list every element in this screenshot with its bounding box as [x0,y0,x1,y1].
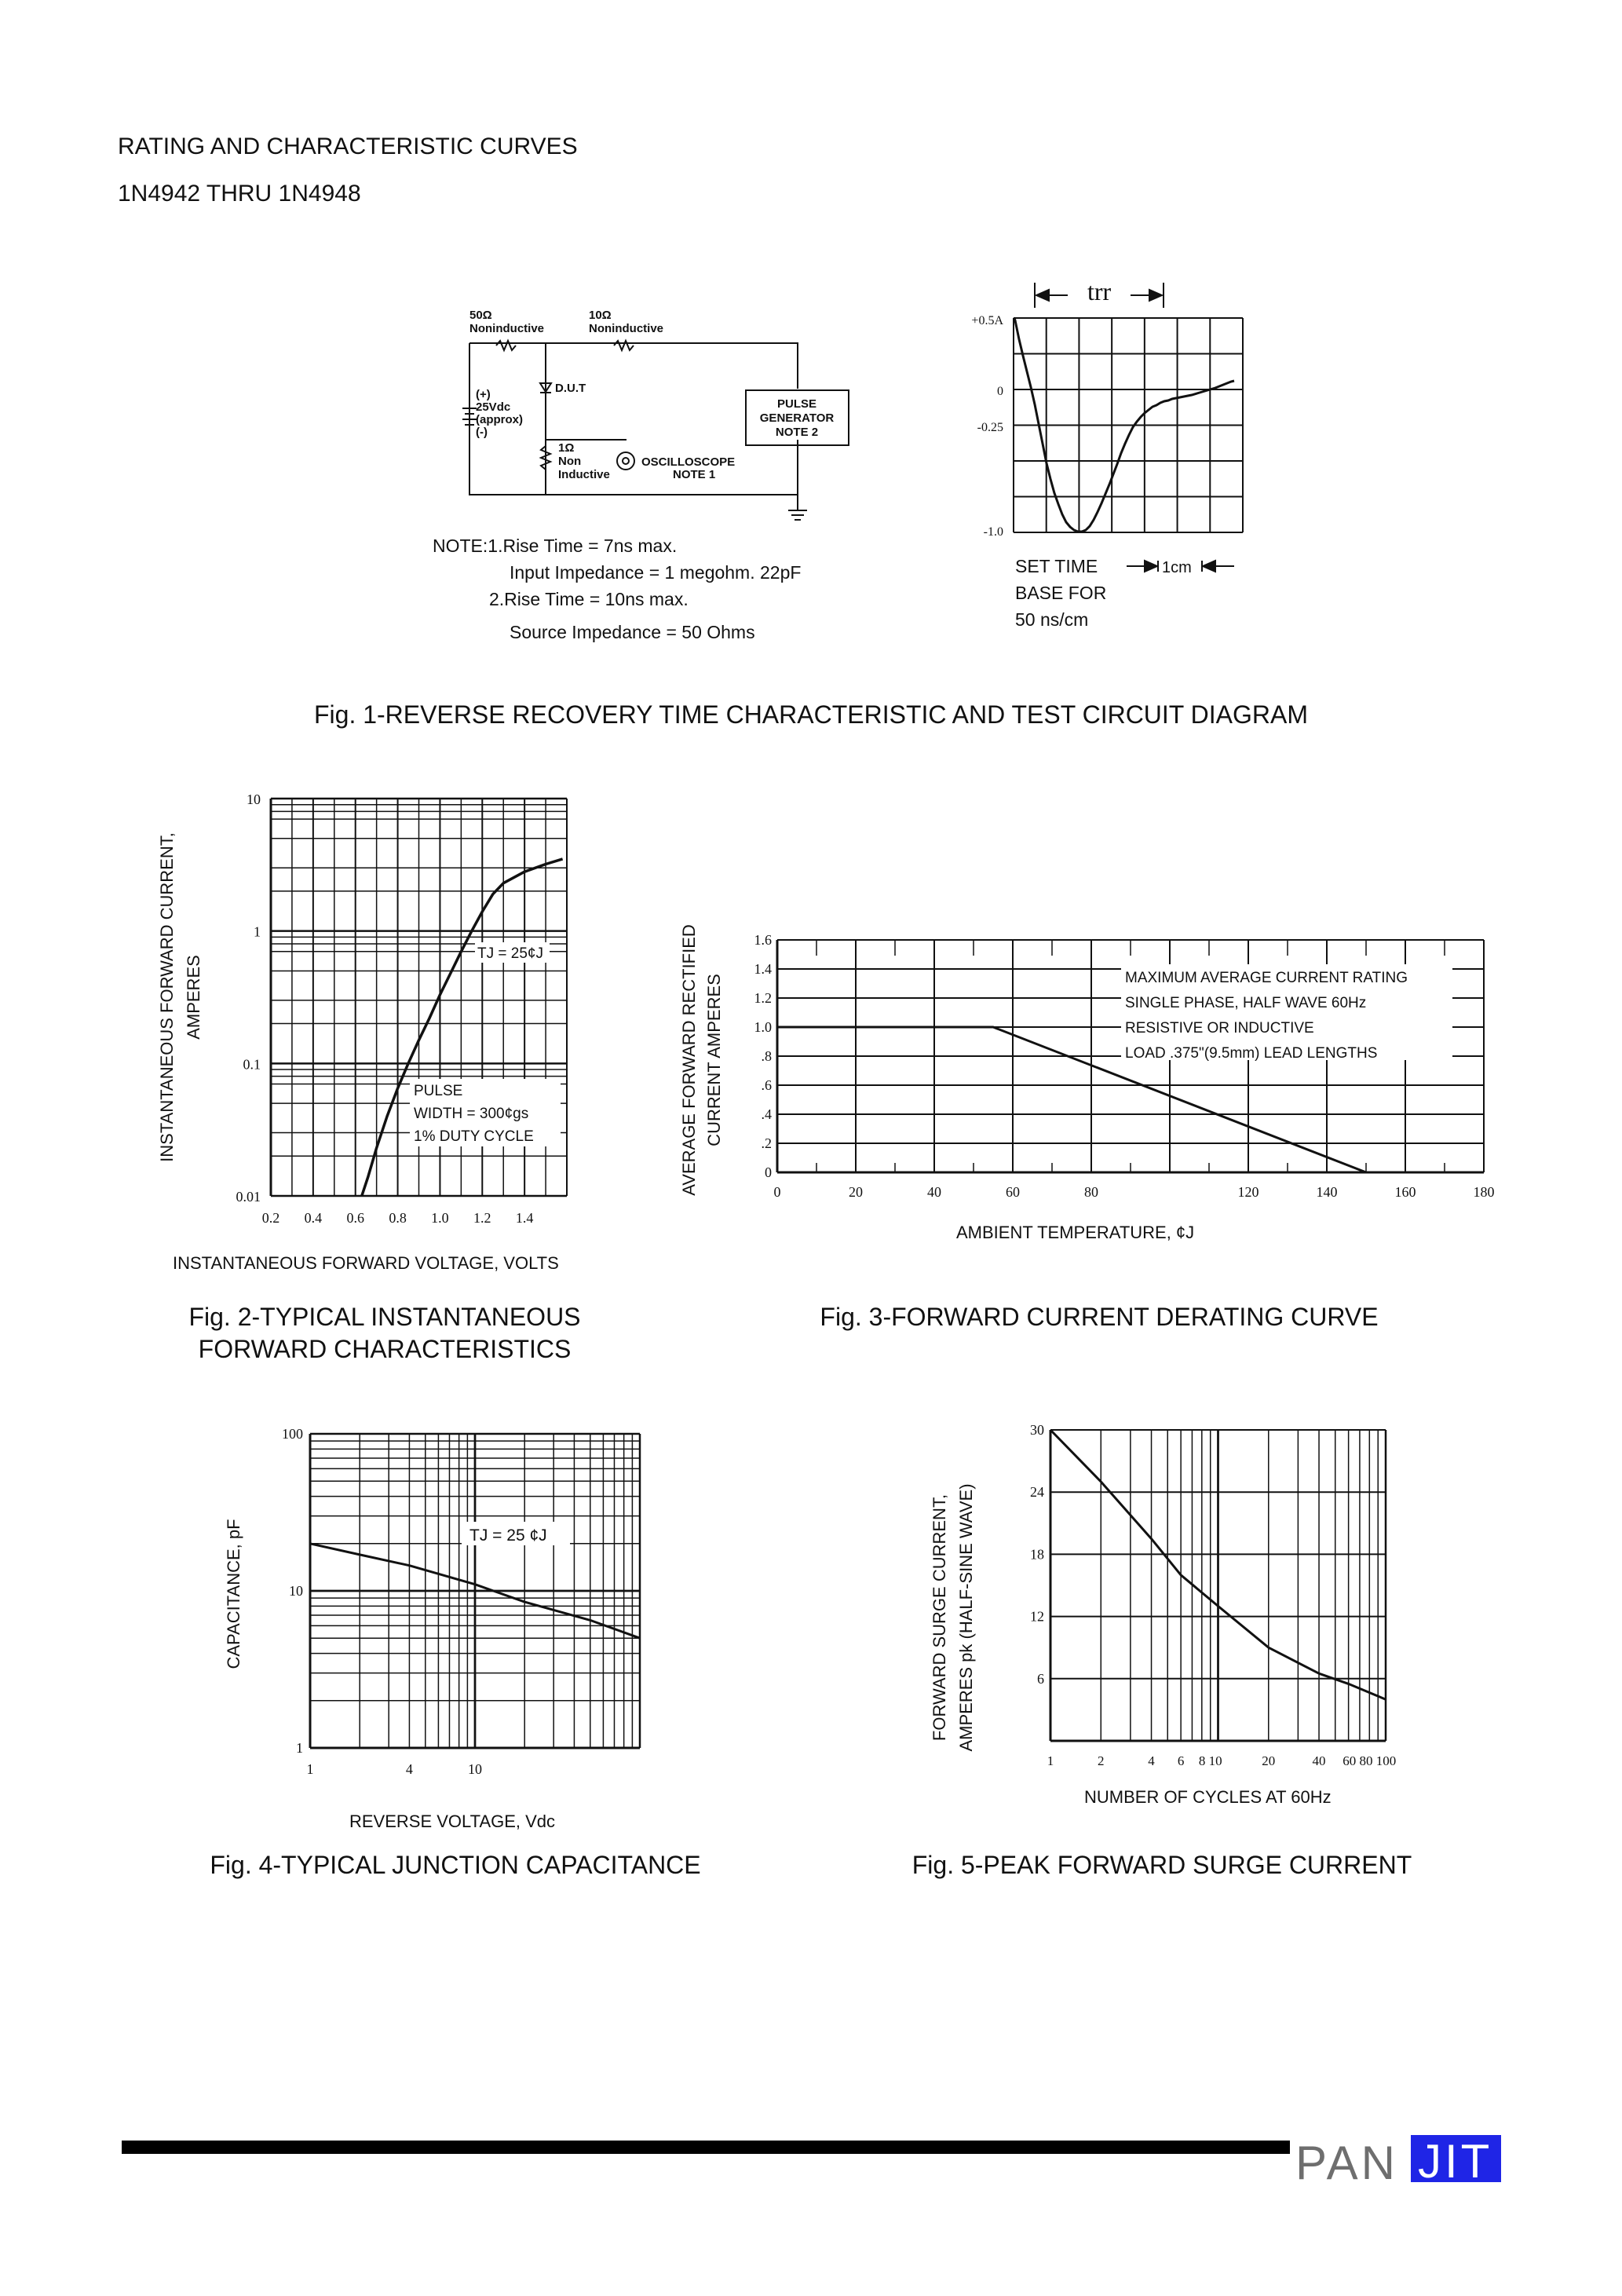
oscilloscope-label: OSCILLOSCOPE [641,455,736,469]
fig5-y-tick: 18 [1030,1546,1044,1563]
fig5-y-label-2: AMPERES pk (HALF-SINE WAVE) [956,1483,976,1752]
fig5-x-tick: 20 [1262,1753,1276,1768]
r2-resistor-symbol [614,341,634,350]
fig2-x-tick: 0.8 [389,1210,407,1226]
fig3-x-label: AMBIENT TEMPERATURE, ¢J [956,1223,1195,1242]
fig3-y-tick: 1.4 [754,961,772,977]
fig2-chart [157,792,567,1273]
fig3-x-tick: 20 [849,1184,863,1200]
fig5-y-tick: 30 [1030,1422,1044,1438]
fig3-y-tick: 1.6 [754,932,772,948]
fig2-y-tick: 0.01 [236,1189,261,1205]
fig5-x-tick: 2 [1098,1753,1105,1768]
pulse-generator-label-3: NOTE 2 [775,426,819,439]
fig5-y-tick: 6 [1037,1670,1044,1687]
r3-type-2: Inductive [558,468,610,481]
fig3-chart [679,924,1495,1242]
oscilloscope-note: NOTE 1 [673,468,716,481]
pulse-generator-label-2: GENERATOR [759,411,835,425]
fig5-y-tick: 24 [1030,1484,1044,1501]
fig3-annotation-line: MAXIMUM AVERAGE CURRENT RATING [1125,970,1408,986]
page-heading: RATING AND CHARACTERISTIC CURVES [118,133,578,159]
trr-label: trr [1087,277,1112,305]
fig3-x-tick: 140 [1316,1184,1338,1200]
r1-type: Noninductive [469,322,545,335]
note-2-impedance: Source Impedance = 50 Ohms [510,622,755,642]
fig3-y-tick: .2 [761,1135,772,1151]
fig4-x-tick: 10 [468,1761,482,1777]
fig3-y-tick: 0 [765,1164,772,1180]
set-time-line-1: SET TIME [1015,556,1098,576]
supply-approx: (approx) [476,413,523,426]
oscilloscope-center [623,458,629,464]
fig2-y-tick: 0.1 [243,1056,261,1073]
wave-label-minus-1: -1.0 [983,525,1003,539]
fig2-x-tick: 0.4 [304,1210,323,1226]
fig5-chart [930,1422,1396,1807]
fig3-y-label-1: AVERAGE FORWARD RECTIFIED [679,924,699,1196]
circuit-top-wire [469,343,798,389]
fig2-width-label: WIDTH = 300¢gs [414,1106,529,1122]
r3-type-1: Non [558,455,582,468]
fig4-tj-label: TJ = 25 ¢J [469,1526,547,1545]
fig4-chart [224,1426,640,1831]
fig4-x-label: REVERSE VOLTAGE, Vdc [349,1812,556,1831]
fig2-caption: Fig. 2-TYPICAL INSTANTANEOUS FORWARD CHARACTERISTICS [188,1303,581,1363]
note-2: 2.Rise Time = 10ns max. [489,589,689,609]
fig3-annotation-line: LOAD .375"(9.5mm) LEAD LENGTHS [1125,1045,1378,1062]
fig4-y-label: CAPACITANCE, pF [224,1519,243,1669]
fig4-caption: Fig. 4-TYPICAL JUNCTION CAPACITANCE [210,1851,701,1879]
supply-plus: (+) [476,388,491,401]
fig3-y-label-2: CURRENT AMPERES [704,974,724,1146]
fig2-pulse-label: PULSE [414,1083,463,1099]
fig4-x-tick: 4 [405,1761,413,1777]
supply-minus: (-) [476,426,488,439]
fig5-x-tick: 4 [1148,1753,1155,1768]
fig5-x-tick: 40 [1312,1753,1326,1768]
oscilloscope-symbol [617,452,634,470]
wave-label-plus-0-5: +0.5A [971,314,1003,327]
fig5-x-tick: 6 [1177,1753,1185,1768]
r1-value: 50Ω [469,309,492,322]
fig2-duty-label: 1% DUTY CYCLE [414,1128,534,1145]
fig3-y-tick: .6 [761,1077,772,1093]
fig3-y-tick: .8 [761,1048,772,1064]
waveform-grid [1014,318,1243,532]
note-1: NOTE:1.Rise Time = 7ns max. [433,536,678,556]
fig3-caption: Fig. 3-FORWARD CURRENT DERATING CURVE [820,1303,1379,1331]
fig3-annotation-line: RESISTIVE OR INDUCTIVE [1125,1020,1314,1036]
waveform-y-labels [971,314,1003,539]
fig3-x-tick: 60 [1006,1184,1020,1200]
fig5-x-label: NUMBER OF CYCLES AT 60Hz [1084,1787,1332,1807]
fig3-annotation-line: SINGLE PHASE, HALF WAVE 60Hz [1125,995,1367,1011]
r2-value: 10Ω [589,309,612,322]
fig2-tj-label: TJ = 25¢J [477,945,543,962]
fig2-y-tick: 10 [247,792,261,807]
fig2-y-tick: 1 [254,923,261,940]
fig3-x-tick: 40 [927,1184,941,1200]
fig5-y-tick: 12 [1030,1608,1044,1625]
r1-resistor-symbol [496,341,516,350]
logo-pan-text: PAN [1295,2137,1398,2189]
r3-value: 1Ω [558,441,575,455]
fig5-y-label-1: FORWARD SURGE CURRENT, [930,1493,949,1742]
fig3-y-tick: 1.0 [754,1019,772,1035]
scale-1cm-label: 1cm [1162,559,1192,576]
panjit-logo [1295,2135,1501,2189]
fig3-x-tick: 180 [1473,1184,1495,1200]
supply-voltage: 25Vdc [476,400,511,414]
fig2-x-tick: 0.6 [346,1210,364,1226]
fig3-x-tick: 120 [1237,1184,1259,1200]
fig3-x-tick: 160 [1394,1184,1416,1200]
logo-jit-text: JIT [1418,2135,1493,2188]
wave-label-minus-0-25: -0.25 [977,421,1003,434]
wave-label-zero: 0 [997,385,1003,398]
circuit-labels [469,309,834,481]
fig2-x-tick: 0.2 [261,1210,280,1226]
fig4-y-tick: 10 [289,1583,303,1599]
trr-arrows [1035,283,1234,572]
pulse-generator-label-1: PULSE [776,397,817,411]
fig5-x-tick: 1 [1047,1753,1054,1768]
fig2-x-tick: 1.2 [473,1210,491,1226]
dut-label: D.U.T [555,382,586,395]
fig3-y-tick: 1.2 [754,990,772,1006]
trr-waveform [971,277,1243,630]
note-1-impedance: Input Impedance = 1 megohm. 22pF [510,562,802,583]
fig2-x-tick: 1.4 [515,1210,534,1226]
fig4-y-tick: 1 [296,1740,303,1756]
footer-rule [122,2141,1290,2154]
set-time-labels [1015,556,1192,630]
fig2-y-label-1: INSTANTANEOUS FORWARD CURRENT, [157,832,177,1162]
fig1-caption: Fig. 1-REVERSE RECOVERY TIME CHARACTERISTIC AND TEST CIRCUIT DIAGRAM [313,700,1308,729]
part-range: 1N4942 THRU 1N4948 [118,181,361,207]
fig5-x-tick: 60 80 100 [1343,1753,1397,1768]
fig3-y-tick: .4 [761,1106,772,1122]
fig5-x-tick: 8 10 [1198,1753,1222,1768]
fig4-x-tick: 1 [306,1761,314,1777]
ground-symbol [788,510,807,520]
fig5-caption: Fig. 5-PEAK FORWARD SURGE CURRENT [911,1851,1412,1879]
fig2-x-label: INSTANTANEOUS FORWARD VOLTAGE, VOLTS [173,1253,559,1273]
fig3-x-tick: 80 [1084,1184,1098,1200]
set-time-line-2: BASE FOR [1015,583,1107,603]
set-time-line-3: 50 ns/cm [1015,609,1089,630]
fig2-y-label-2: AMPERES [184,955,203,1040]
r2-type: Noninductive [589,322,664,335]
fig2-x-tick: 1.0 [431,1210,449,1226]
fig3-x-tick: 0 [773,1184,781,1200]
fig4-y-tick: 100 [282,1426,303,1442]
